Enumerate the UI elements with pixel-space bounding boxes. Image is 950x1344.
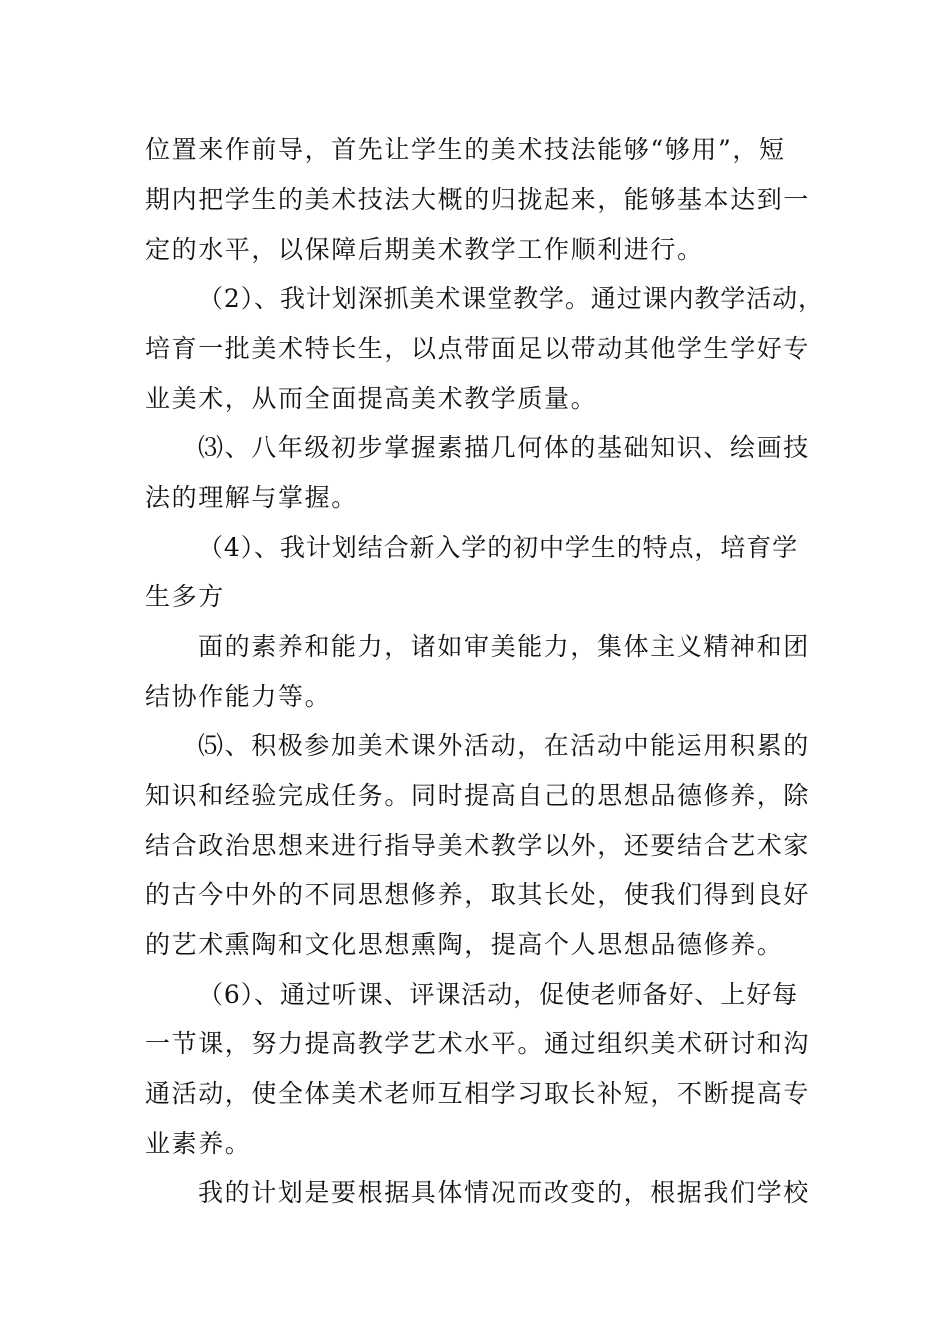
text-line-18: （6）、通过听课、评课活动，促使老师备好、上好每	[198, 980, 799, 1009]
text-line-19: 一节课，努力提高教学艺术水平。通过组织美术研讨和沟	[145, 1029, 811, 1058]
text-line-16: 的古今中外的不同思想修养，取其长处，使我们得到良好	[145, 880, 811, 909]
text-line-21: 业素养。	[145, 1129, 252, 1158]
text-line-2: 期内把学生的美术技法大概的归拢起来，能够基本达到一	[145, 185, 811, 214]
text-line-13: ⑸、积极参加美术课外活动，在活动中能运用积累的	[198, 731, 810, 760]
text-line-12: 结协作能力等。	[145, 682, 332, 711]
text-line-4: （2）、我计划深抓美术课堂教学。通过课内教学活动，	[198, 284, 824, 313]
text-line-1: 位置来作前导，首先让学生的美术技法能够“够用”，短	[145, 135, 786, 164]
text-line-7: ⑶、八年级初步掌握素描几何体的基础知识、绘画技	[198, 433, 810, 462]
text-line-20: 通活动，使全体美术老师互相学习取长补短，不断提高专	[145, 1079, 811, 1108]
text-line-8: 法的理解与掌握。	[145, 483, 358, 512]
text-line-5: 培育一批美术特长生，以点带面足以带动其他学生学好专	[145, 334, 811, 363]
text-line-11: 面的素养和能力，诸如审美能力，集体主义精神和团	[198, 632, 810, 661]
text-line-22: 我的计划是要根据具体情况而改变的，根据我们学校	[198, 1178, 810, 1207]
text-line-10: 生多方	[145, 582, 225, 611]
text-line-9: （4）、我计划结合新入学的初中学生的特点，培育学	[198, 533, 799, 562]
text-line-14: 知识和经验完成任务。同时提高自己的思想品德修养，除	[145, 781, 811, 810]
text-line-3: 定的水平，以保障后期美术教学工作顺利进行。	[145, 235, 704, 264]
text-line-6: 业美术，从而全面提高美术教学质量。	[145, 384, 598, 413]
text-line-15: 结合政治思想来进行指导美术教学以外，还要结合艺术家	[145, 831, 811, 860]
text-line-17: 的艺术熏陶和文化思想熏陶，提高个人思想品德修养。	[145, 930, 784, 959]
